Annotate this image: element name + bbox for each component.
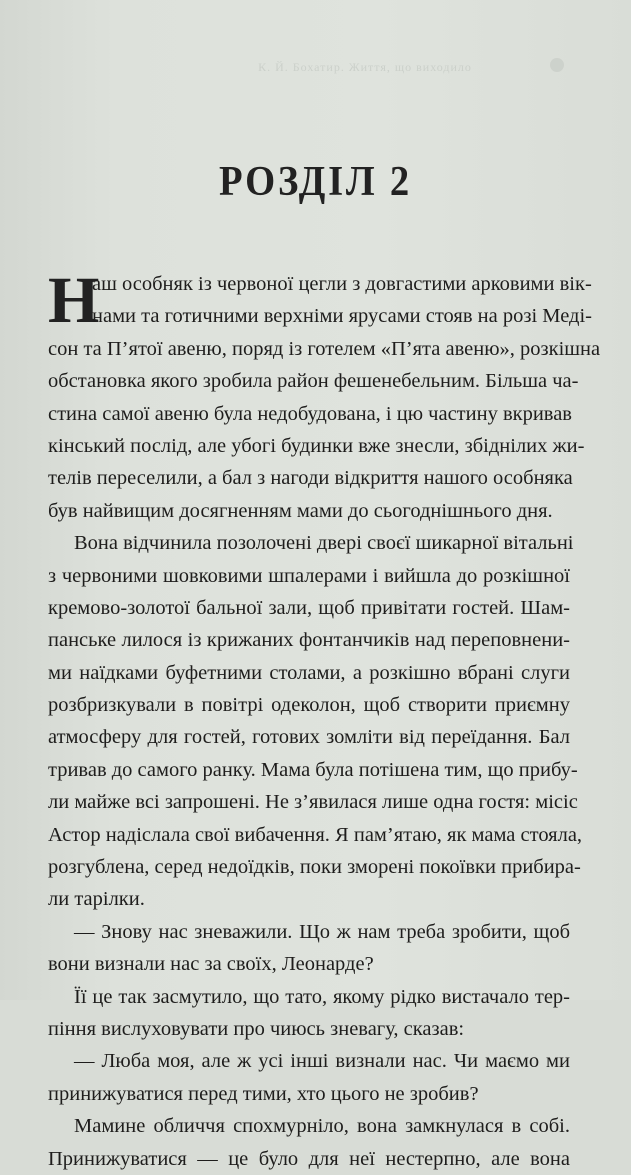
text-line: з червоними шовковими шпалерами і вийшла до розкішної: [48, 564, 570, 587]
text-line: ли майже всі запрошені. Не з’явилася лише одна гостя: місіс: [48, 791, 578, 814]
text-line: аш особняк із червоної цегли з довгастими арковими вік-: [92, 273, 592, 295]
drop-cap: Н: [48, 264, 100, 337]
text-line: телів переселили, а бал з нагоди відкриття нашого особняка: [48, 467, 573, 490]
text-line: ми наїдками буфетними столами, а розкішно вбрані слуги: [48, 661, 570, 684]
text-line: вони визнали нас за своїх, Леонарде?: [48, 953, 374, 976]
text-line: — Знову нас зневажили. Що ж нам треба зробити, щоб: [74, 920, 570, 943]
text-line: кремово-золотої бальної зали, щоб привітати гостей. Шам-: [48, 596, 570, 619]
text-line: розгублена, серед недоїдків, поки зморені покоївки прибира-: [48, 856, 581, 879]
chapter-title: РОЗДІЛ 2: [219, 159, 412, 205]
text-line: Вона відчинила позолочені двері своєї шикарної вітальні: [74, 532, 574, 555]
text-line: Мамине обличчя спохмурніло, вона замкнулася в собі.: [74, 1115, 570, 1138]
text-line: піння вислуховувати про чиюсь зневагу, сказав:: [48, 1017, 465, 1040]
text-line: стина самої авеню була недобудована, і цю частину вкривав: [48, 402, 572, 425]
text-line: кінський послід, але убогі будинки вже знесли, збіднілих жи-: [48, 434, 585, 457]
text-line: панське лилося із крижаних фонтанчиків над переповнени-: [48, 629, 570, 652]
text-line: був найвищим досягненням мами до сьогоднішнього дня.: [48, 499, 553, 522]
text-line: ли тарілки.: [48, 888, 145, 911]
text-line: Її це так засмутило, що тато, якому рідко вистачало тер-: [74, 985, 570, 1008]
header-ornament-icon: [550, 58, 564, 72]
text-line: Астор надіслала свої вибачення. Я пам’ятаю, як мама стояла,: [48, 823, 583, 846]
text-line: — Люба моя, але ж усі інші визнали нас. Чи маємо ми: [74, 1050, 570, 1073]
running-header: К. Й. Бохатир. Життя, що виходило: [258, 60, 472, 74]
text-line: обстановка якого зробила район фешенебельним. Більша ча-: [48, 370, 579, 393]
text-line: принижуватися перед тими, хто цього не зробив?: [48, 1082, 479, 1105]
text-line: тривав до самого ранку. Мама була потішена тим, що прибу-: [48, 758, 578, 781]
text-line: атмосферу для гостей, готових зомліти від переїдання. Бал: [48, 726, 570, 749]
text-line: розбризкували в повітрі одеколон, щоб створити приємну: [48, 694, 570, 717]
text-line: Принижуватися — це було для неї нестерпно, але вона: [48, 1147, 570, 1170]
body-text: [48, 264, 601, 1175]
text-line: сон та П’ятої авеню, поряд із готелем «П’ята авеню», розкішна: [48, 337, 601, 360]
text-line: нами та готичними верхніми ярусами стояв на розі Меді-: [92, 305, 592, 328]
